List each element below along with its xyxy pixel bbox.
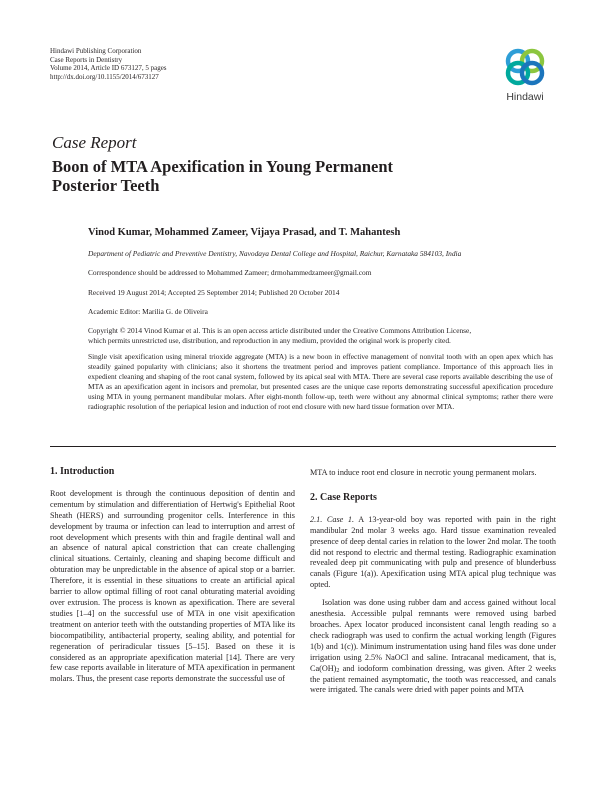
copyright-notice bbox=[88, 326, 553, 346]
article-type: Case Report bbox=[52, 133, 137, 152]
right-column bbox=[310, 468, 556, 696]
copyright-line-2: which permits unrestricted use, distribution, and reproduction in any medium, provided the original work is properly cited. bbox=[88, 335, 451, 345]
logo-wordmark: Hindawi bbox=[506, 91, 544, 103]
procedure-text-b: and iodoform combination dressing, was given. After 2 weeks the patient remained asymptomatic, the tooth was reaccessed, and canals were irrigated. The canals were dried with paper points and MTA bbox=[310, 663, 556, 695]
section-divider bbox=[50, 446, 556, 447]
article-dates: Received 19 August 2014; Accepted 25 September 2014; Published 20 October 2014 bbox=[88, 288, 340, 297]
left-column bbox=[50, 467, 295, 685]
procedure-text-a: Isolation was done using rubber dam and access gained without local anesthesia. Accessible pulpal remnants were removed using barbed broaches. Apex locator produced inconsistent canal length reading so a check radiograph was used to confirm the actual working length (Figures 1(b) and 1(c)). Minimum instrumentation using hand files was done under irrigation using 2.5% NaOCl and saline. Intracanal medicament, that is, Ca(OH) bbox=[310, 598, 556, 673]
publication-info bbox=[50, 47, 167, 82]
hindawi-rings-icon bbox=[494, 44, 556, 90]
introduction-continuation: MTA to induce root end closure in necrotic young permanent molars. bbox=[310, 468, 537, 477]
subscript-2: 2 bbox=[336, 667, 340, 674]
case-1-procedure-paragraph bbox=[310, 598, 556, 696]
case-1-paragraph bbox=[310, 515, 556, 591]
affiliation: Department of Pediatric and Preventive Dentistry, Navodaya Dental College and Hospital, Raichur, Karnataka 584103, India bbox=[88, 249, 462, 258]
article-title bbox=[52, 157, 532, 195]
hindawi-logo bbox=[494, 44, 556, 104]
author-list: Vinod Kumar, Mohammed Zameer, Vijaya Prasad, and T. Mahantesh bbox=[88, 227, 401, 238]
introduction-paragraph: Root development is through the continuous deposition of dentin and cementum by stimulation and differentiation of Hertwig's Epithelial Root Sheath (HERS) and surrounding progenitor cells. Interference in this development by trauma or infection can lead to interruption and arrest of root development which presents with thin and fragile dentinal wall and an absence of natural apical constriction that can create challenging clinical situations. Certainly, cleaning and shaping become difficult and obturation may be unpredictable in the absence of apical stop or a barrier. Therefore, it is essential in these situations to create an artificial apical barrier to allow optimal filling of root canal obturating material avoiding over extrusion. The process is known as apexification. There are several studies [1–4] on the successful use of MTA in one visit apexification treatment on anterior teeth with the outstanding properties of MTA like its biocompatibility, antibacterial property, sealing ability, and potential for regeneration of periradicular tissues [5–15]. Based on these it is considered as an appropriate apexification material [14]. There are very few case reports available in literature of MTA apexification in permanent molars. Thus, the present case reports demonstrate the successful use of bbox=[50, 488, 295, 684]
introduction-heading: 1. Introduction bbox=[50, 466, 115, 477]
abstract: Single visit apexification using mineral trioxide aggregate (MTA) is a new boon in effective management of nonvital tooth with an open apex which has steadily gained popularity with clinicians; also it shortens the treatment period and improves patient compliance. Importance of this approach lies in expedient cleaning and shaping of the root canal system, followed by its apical seal with MTA. There are several case reports available describing the use of MTA as an apexification agent in incisors and premolar, but presented cases are the unique case reports demonstrating successful apexification procedure using MTA in young permanent mandibular molars. After eight-month follow-up, teeth were without any abnormal clinical symptoms; rather there were radiographic resolution of the periapical lesion and induction of root end closure with new hard tissue formation over MTA. bbox=[88, 352, 553, 412]
copyright-line-1: Copyright © 2014 Vinod Kumar et al. This is an open access article distributed under the Creative Commons Attribution License, bbox=[88, 326, 472, 335]
correspondence: Correspondence should be addressed to Mohammed Zameer; drmohammedzameer@gmail.com bbox=[88, 268, 372, 277]
case-1-label: 2.1. Case 1. bbox=[310, 514, 355, 524]
academic-editor: Academic Editor: Marilia G. de Oliveira bbox=[88, 307, 208, 316]
title-line-1: Boon of MTA Apexification in Young Permanent bbox=[52, 157, 394, 176]
journal-name: Case Reports in Dentistry bbox=[50, 55, 123, 64]
case-1-text: A 13-year-old boy was reported with pain in the right mandibular 2nd molar 3 weeks ago. Hard tissue examination revealed presence of deep dental caries in relation to the lower 2nd molar. The tooth did not respond to electric and thermal testing. Radiographic examination revealed deep pit communicating with pulp and presence of blunderbuss canals (Figure 1(a)). Apexification using MTA apical plug technique was opted. bbox=[310, 514, 556, 590]
publisher-name: Hindawi Publishing Corporation bbox=[50, 47, 142, 55]
volume-line: Volume 2014, Article ID 673127, 5 pages bbox=[50, 64, 167, 73]
doi-link[interactable]: http://dx.doi.org/10.1155/2014/673127 bbox=[50, 73, 159, 82]
case-reports-heading: 2. Case Reports bbox=[310, 491, 377, 503]
title-line-2: Posterior Teeth bbox=[52, 176, 160, 195]
